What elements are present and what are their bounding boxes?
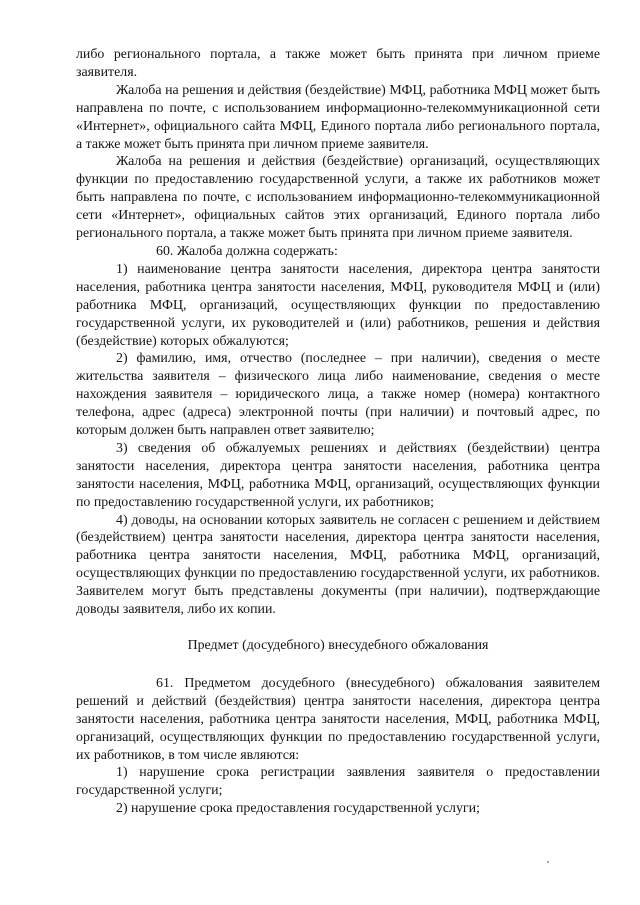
section-heading: Предмет (досудебного) внесудебного обжалования <box>187 638 489 653</box>
item-60 <box>76 243 600 261</box>
document-page <box>76 46 600 818</box>
paragraph-mfc-complaint: Жалоба на решения и действия (бездействие) МФЦ, работника МФЦ может быть направлена по почте, с использованием информационно-телекоммуникационной сети «Интернет», официального сайта МФЦ, Единого портала либо регионального портала, а также может быть принята при личном приеме заявителя. <box>76 82 600 152</box>
scan-speck <box>547 861 549 863</box>
item-61-number: 61. <box>156 675 174 691</box>
list-60-item-4: 4) доводы, на основании которых заявитель не согласен с решением и действием (бездействием) центра занятости населения, директора центра занятости населения, работника центра занятости населения, МФЦ, работника МФЦ, организаций, осуществляющих функции по предоставлению государственной услуги, их работников. Заявителем могут быть представлены документы (при наличии), подтверждающие доводы заявителя, либо их копии. <box>76 512 600 618</box>
paragraph-continuation: либо регионального портала, а также может быть принята при личном приеме заявителя. <box>76 47 600 80</box>
paragraph-organizations-complaint: Жалоба на решения и действия (бездействие) организаций, осуществляющих функции по предоставлению государственной услуги, а также их работников может быть направлена по почте, с использованием информационно-телекоммуникационной сети «Интернет», официальных сайтов этих организаций, Единого портала либо регионального портала, а также может быть принята при личном приеме заявителя. <box>76 154 600 242</box>
item-61-text: Предметом досудебного (внесудебного) обжалования заявителем решений и действий (бездействия) центра занятости населения, директора центра занятости населения, работника центра занятости населения, МФЦ, работника МФЦ, организаций, осуществляющих функции по предоставлению государственной услуги, их работников, в том числе являются: <box>76 675 600 763</box>
list-61-item-1: 1) нарушение срока регистрации заявления заявителя о предоставлении государственной услуги; <box>76 765 600 799</box>
list-61-item-2: 2) нарушение срока предоставления государственной услуги; <box>116 801 480 817</box>
list-60-item-2: 2) фамилию, имя, отчество (последнее – при наличии), сведения о месте жительства заявителя – физического лица либо наименование, сведения о месте нахождения заявителя – юридического лица, а также номер (номера) контактного телефона, адрес (адреса) электронной почты (при наличии) и почтовый адрес, по которым должен быть направлен ответ заявителю; <box>76 351 600 439</box>
list-60-item-1: 1) наименование центра занятости населения, директора центра занятости населения, работника центра занятости населения, МФЦ, руководителя МФЦ и (или) работника МФЦ, организаций, осуществляющих функции по предоставлению государственной услуги, их руководителей и (или) работников, решения и действия (бездействие) которых обжалуются; <box>76 261 600 349</box>
list-60-item-3: 3) сведения об обжалуемых решениях и действиях (бездействии) центра занятости населения, директора центра занятости населения, работника центра занятости населения, МФЦ, работника МФЦ, организаций, осуществляющих функции по предоставлению государственной услуги, их работников; <box>76 440 600 510</box>
item-60-number: 60. <box>156 243 174 259</box>
item-61 <box>76 675 600 765</box>
item-60-text: Жалоба должна содержать: <box>176 243 338 259</box>
